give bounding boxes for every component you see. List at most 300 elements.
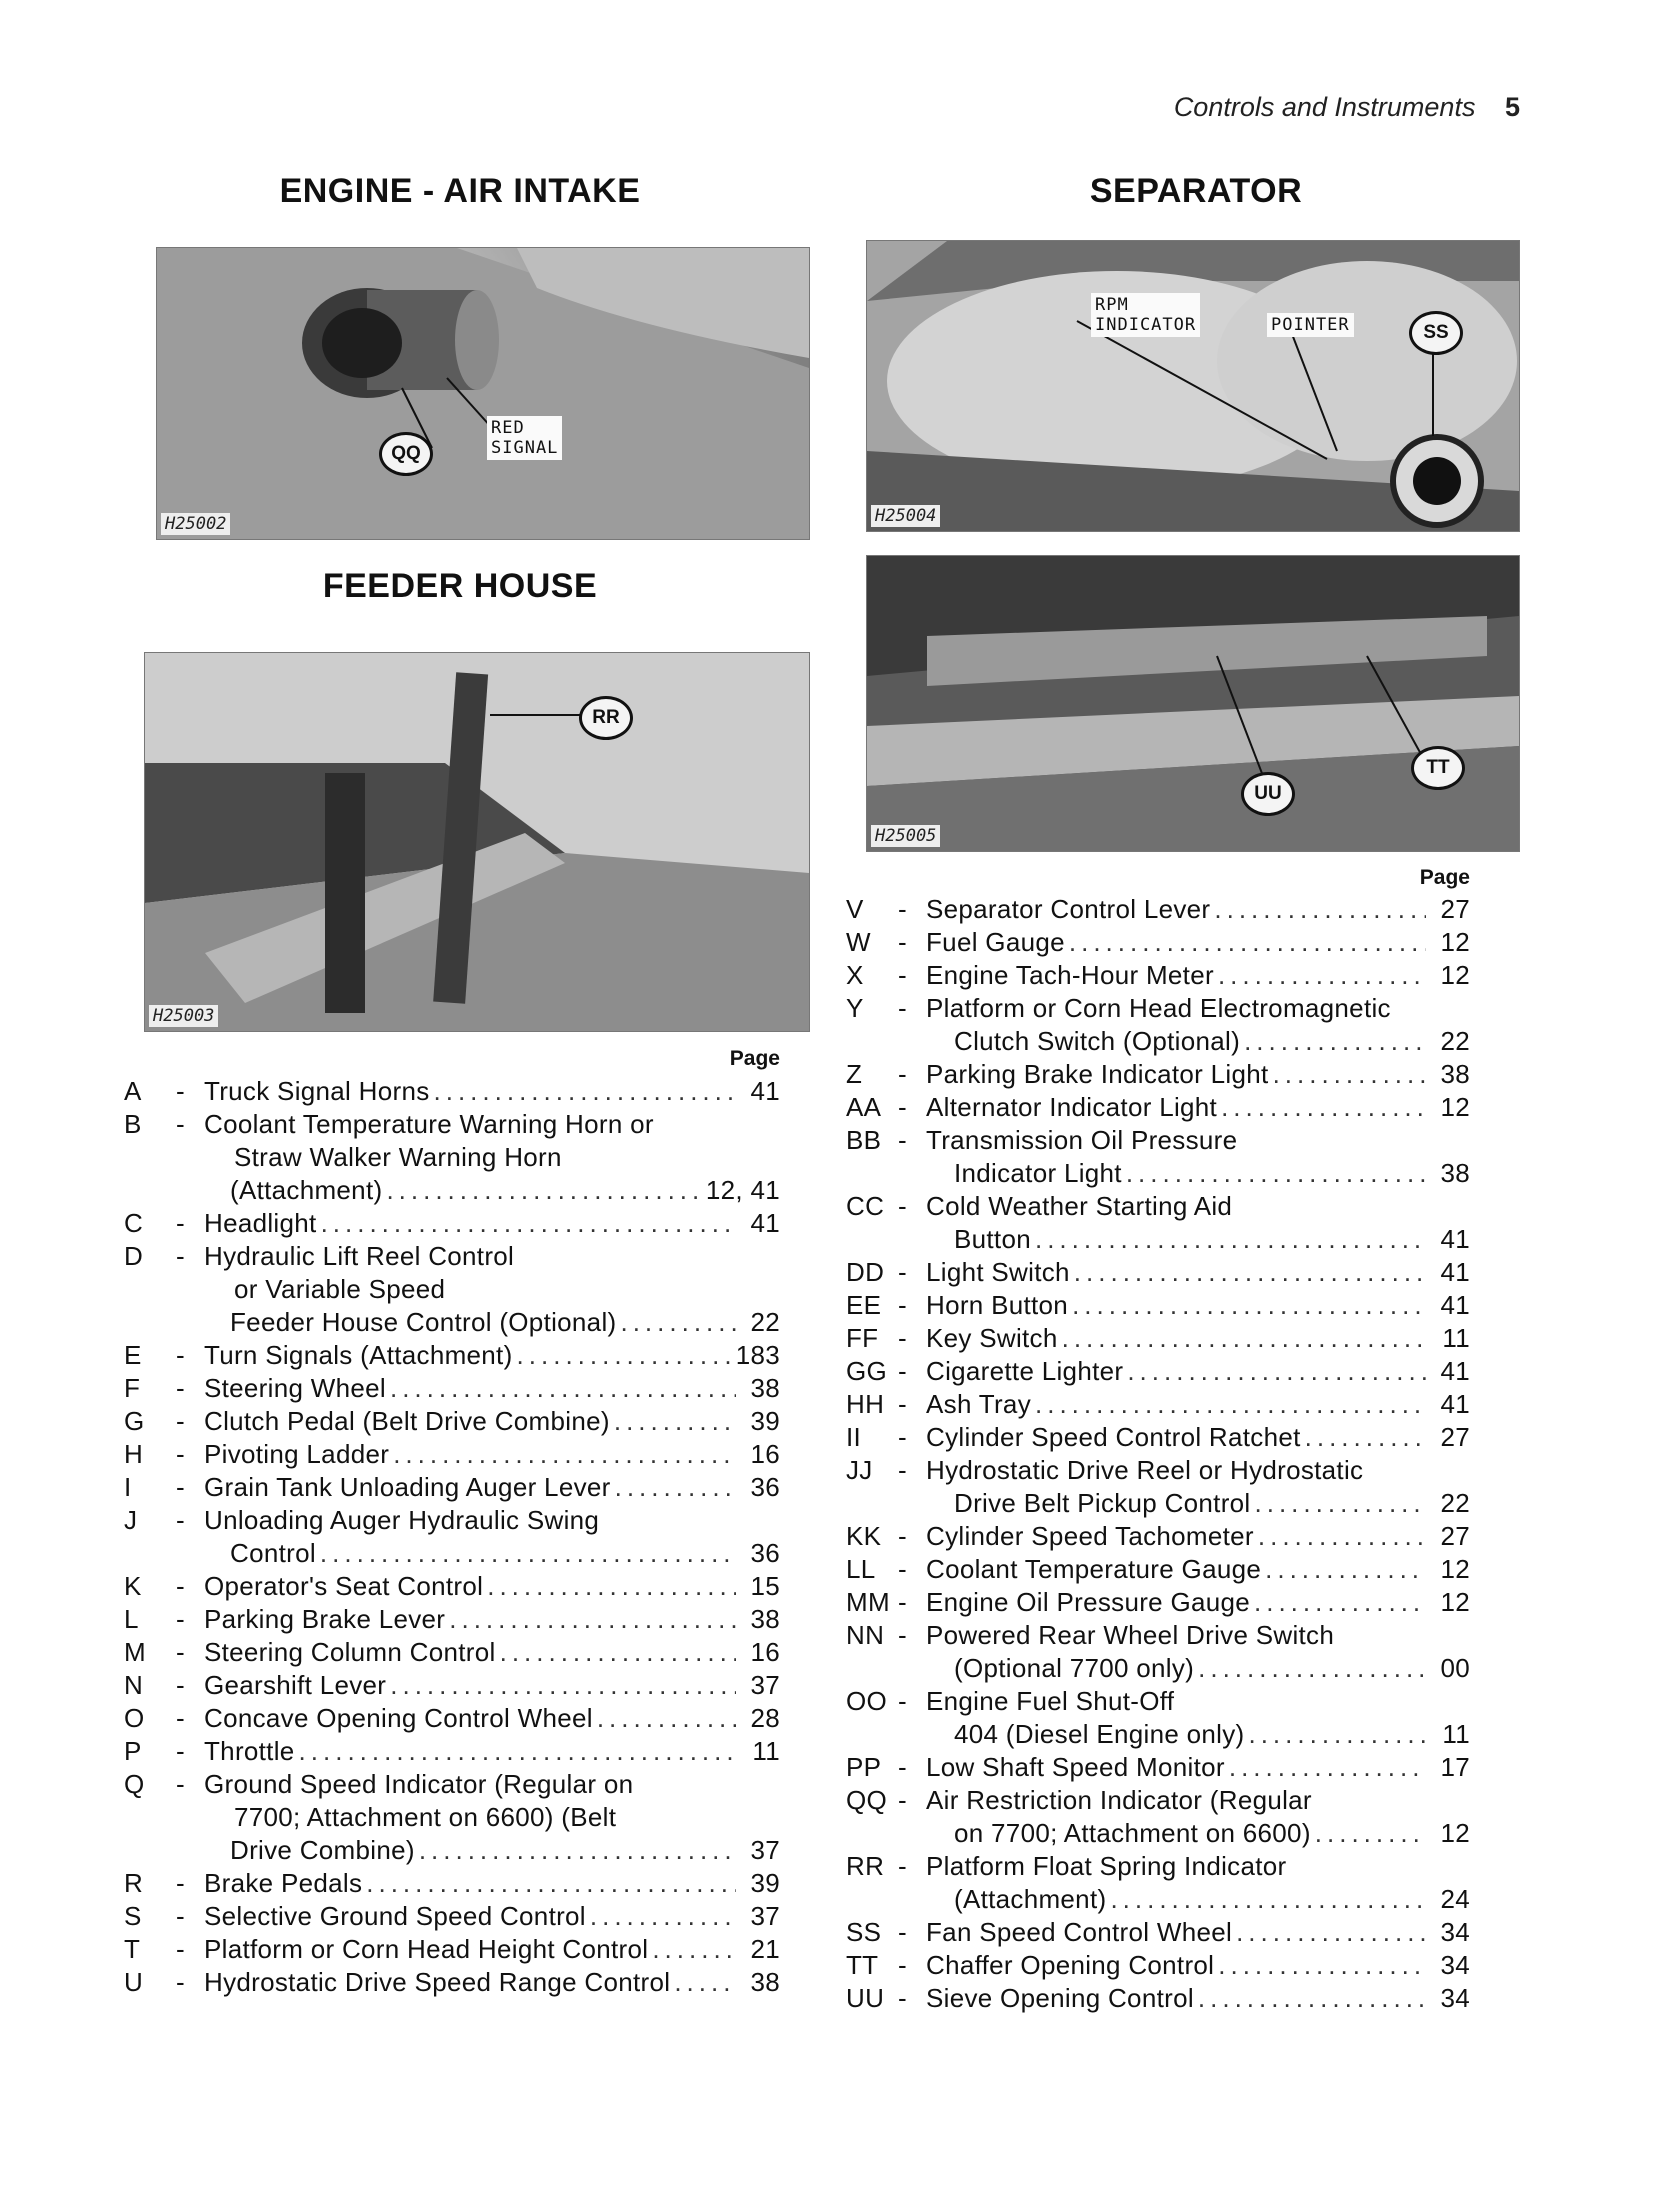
entry-dash: - (898, 993, 907, 1023)
leader-dots (1126, 1157, 1426, 1190)
photo-separator-rpm (866, 240, 1520, 532)
entry-page: 41 (1440, 1224, 1470, 1254)
entry-text: Cylinder Speed Control Ratchet (926, 1422, 1301, 1452)
callout-rr: RR (579, 696, 633, 740)
leader-dots (321, 1207, 736, 1240)
leader-dots (590, 1900, 736, 1933)
entry-text: Transmission Oil Pressure (926, 1125, 1238, 1155)
entry-code: GG (846, 1356, 888, 1386)
entry-dash: - (898, 1191, 907, 1221)
separator-rpm-illustration (867, 241, 1519, 531)
entry-dash: - (898, 1620, 907, 1650)
entry-code: W (846, 927, 871, 957)
index-entry (124, 1768, 780, 1867)
label-red: RED (491, 418, 525, 438)
entry-text: Low Shaft Speed Monitor (926, 1752, 1225, 1782)
entry-page: 34 (1440, 1917, 1470, 1947)
leader-dots (390, 1372, 736, 1405)
leader-dots (1315, 1817, 1426, 1850)
entry-page: 36 (750, 1538, 780, 1568)
entry-page: 12 (1440, 1587, 1470, 1617)
label-rpm: RPM (1095, 295, 1129, 315)
index-entry (124, 1207, 780, 1240)
entry-dash: - (176, 1340, 185, 1370)
leader-dots (652, 1933, 736, 1966)
index-entry (846, 1685, 1470, 1751)
leader-dots (1258, 1520, 1426, 1553)
label-indicator: INDICATOR (1095, 315, 1197, 335)
entry-page: 34 (1440, 1983, 1470, 2013)
separator-adjustments-illustration (867, 556, 1519, 851)
entry-dash: - (898, 1521, 907, 1551)
entry-dash: - (176, 1472, 185, 1502)
leader-dots (1074, 1256, 1426, 1289)
leader-dots (449, 1603, 736, 1636)
entry-text: Sieve Opening Control (926, 1983, 1194, 2013)
entry-text: Straw Walker Warning Horn (234, 1142, 562, 1172)
entry-code: TT (846, 1950, 879, 1980)
entry-page: 17 (1440, 1752, 1470, 1782)
running-header (1174, 92, 1520, 123)
entry-page: 15 (750, 1571, 780, 1601)
index-entry (846, 1091, 1470, 1124)
entry-page: 12 (1440, 1818, 1470, 1848)
entry-code: JJ (846, 1455, 873, 1485)
entry-dash: - (898, 1455, 907, 1485)
leader-dots (1198, 1652, 1426, 1685)
leader-dots (1265, 1553, 1426, 1586)
leader-dots (517, 1339, 732, 1372)
entry-page: 37 (750, 1835, 780, 1865)
entry-code: K (124, 1571, 142, 1601)
entry-text: Clutch Pedal (Belt Drive Combine) (204, 1406, 610, 1436)
index-entry (124, 1966, 780, 1999)
entry-text: Key Switch (926, 1323, 1058, 1353)
entry-text: Platform Float Spring Indicator (926, 1851, 1287, 1881)
entry-text: Engine Tach-Hour Meter (926, 960, 1214, 990)
entry-dash: - (176, 1736, 185, 1766)
entry-text: Pivoting Ladder (204, 1439, 390, 1469)
index-entry (124, 1603, 780, 1636)
entry-page: 183 (735, 1340, 780, 1370)
leader-dots (386, 1174, 701, 1207)
label-signal: SIGNAL (491, 438, 559, 458)
entry-dash: - (176, 1901, 185, 1931)
entry-code: B (124, 1109, 142, 1139)
entry-page: 34 (1440, 1950, 1470, 1980)
entry-text: 404 (Diesel Engine only) (954, 1719, 1245, 1749)
entry-text: Chaffer Opening Control (926, 1950, 1215, 1980)
entry-dash: - (898, 1752, 907, 1782)
entry-page: 41 (1440, 1290, 1470, 1320)
leader-dots (1254, 1586, 1426, 1619)
index-entry (124, 1108, 780, 1207)
leader-dots (1273, 1058, 1426, 1091)
entry-text: Engine Oil Pressure Gauge (926, 1587, 1251, 1617)
entry-dash: - (176, 1439, 185, 1469)
entry-code: II (846, 1422, 862, 1452)
leader-dots (620, 1306, 736, 1339)
photo-feeder-house (144, 652, 810, 1032)
entry-page: 11 (1442, 1323, 1470, 1353)
entry-page: 37 (750, 1670, 780, 1700)
entry-page: 41 (750, 1208, 780, 1238)
entry-code: CC (846, 1191, 885, 1221)
entry-text: Alternator Indicator Light (926, 1092, 1218, 1122)
entry-dash: - (898, 1257, 907, 1287)
leader-dots (597, 1702, 736, 1735)
entry-code: P (124, 1736, 142, 1766)
entry-dash: - (176, 1868, 185, 1898)
entry-dash: - (898, 960, 907, 990)
callout-uu: UU (1241, 772, 1295, 816)
callout-tt: TT (1411, 746, 1465, 790)
leader-dots (1255, 1487, 1427, 1520)
entry-dash: - (176, 1604, 185, 1634)
index-entry (846, 1586, 1470, 1619)
entry-dash: - (176, 1670, 185, 1700)
entry-page: 28 (750, 1703, 780, 1733)
callout-ss: SS (1409, 311, 1463, 355)
index-entry (124, 1438, 780, 1471)
entry-code: T (124, 1934, 141, 1964)
entry-dash: - (176, 1637, 185, 1667)
entry-dash: - (176, 1769, 185, 1799)
entry-text: (Attachment) (954, 1884, 1107, 1914)
leader-dots (615, 1471, 736, 1504)
entry-code: Z (846, 1059, 863, 1089)
entry-text: Operator's Seat Control (204, 1571, 484, 1601)
index-entry (846, 1520, 1470, 1553)
index-entry (846, 959, 1470, 992)
index-entry (846, 926, 1470, 959)
entry-text: Steering Wheel (204, 1373, 386, 1403)
entry-code: PP (846, 1752, 882, 1782)
leader-dots (1062, 1322, 1426, 1355)
index-entry (124, 1570, 780, 1603)
right-index-list (846, 893, 1470, 2015)
entry-page: 22 (1440, 1488, 1470, 1518)
leader-dots (1305, 1421, 1426, 1454)
entry-page: 24 (1440, 1884, 1470, 1914)
entry-code: NN (846, 1620, 885, 1650)
entry-code: BB (846, 1125, 882, 1155)
leader-dots (614, 1405, 736, 1438)
entry-dash: - (898, 1290, 907, 1320)
entry-dash: - (176, 1967, 185, 1997)
leader-dots (1035, 1388, 1426, 1421)
entry-code: X (846, 960, 864, 990)
entry-code: E (124, 1340, 142, 1370)
right-page-column-header: Page (1419, 866, 1470, 889)
entry-dash: - (898, 1785, 907, 1815)
entry-dash: - (176, 1703, 185, 1733)
entry-text: Platform or Corn Head Height Control (204, 1934, 649, 1964)
photo-code-h25005: H25005 (871, 825, 940, 847)
entry-code: Q (124, 1769, 145, 1799)
index-entry (124, 1867, 780, 1900)
entry-dash: - (898, 1686, 907, 1716)
entry-text: Engine Fuel Shut-Off (926, 1686, 1175, 1716)
entry-text: Fan Speed Control Wheel (926, 1917, 1233, 1947)
leader-dots (1214, 893, 1426, 926)
leader-dots (393, 1438, 736, 1471)
entry-code: M (124, 1637, 146, 1667)
entry-page: 22 (750, 1307, 780, 1337)
index-entry (124, 1372, 780, 1405)
entry-dash: - (176, 1406, 185, 1436)
entry-text: Air Restriction Indicator (Regular (926, 1785, 1312, 1815)
entry-page: 16 (750, 1439, 780, 1469)
entry-text: (Attachment) (230, 1175, 383, 1205)
index-entry (846, 1256, 1470, 1289)
entry-text: Turn Signals (Attachment) (204, 1340, 513, 1370)
section-title-engine-air-intake: ENGINE - AIR INTAKE (279, 172, 641, 210)
index-entry (846, 1850, 1470, 1916)
index-entry (124, 1636, 780, 1669)
entry-code: N (124, 1670, 144, 1700)
entry-dash: - (176, 1208, 185, 1238)
index-entry (124, 1339, 780, 1372)
entry-code: D (124, 1241, 144, 1271)
entry-dash: - (176, 1373, 185, 1403)
entry-page: 41 (750, 1076, 780, 1106)
entry-page: 39 (750, 1868, 780, 1898)
entry-dash: - (898, 1092, 907, 1122)
entry-page: 12 (1440, 1092, 1470, 1122)
entry-page: 16 (750, 1637, 780, 1667)
entry-text: Fuel Gauge (926, 927, 1065, 957)
entry-code: C (124, 1208, 144, 1238)
leader-dots (434, 1075, 736, 1108)
entry-dash: - (898, 894, 907, 924)
leader-dots (320, 1537, 736, 1570)
photo-separator-adjustments (866, 555, 1520, 852)
entry-text: Truck Signal Horns (204, 1076, 430, 1106)
entry-text: Parking Brake Lever (204, 1604, 446, 1634)
entry-code: LL (846, 1554, 876, 1584)
entry-dash: - (898, 1059, 907, 1089)
entry-page: 12 (1440, 1554, 1470, 1584)
entry-page: 22 (1440, 1026, 1470, 1056)
entry-page: 38 (750, 1604, 780, 1634)
entry-text: Control (230, 1538, 316, 1568)
entry-text: Brake Pedals (204, 1868, 363, 1898)
entry-text: Parking Brake Indicator Light (926, 1059, 1269, 1089)
leader-dots (674, 1966, 736, 1999)
entry-page: 21 (750, 1934, 780, 1964)
entry-text: Button (954, 1224, 1031, 1254)
page-number: 5 (1504, 92, 1520, 122)
entry-dash: - (898, 1851, 907, 1881)
section-title-separator: SEPARATOR (1089, 172, 1303, 210)
leader-dots (366, 1867, 736, 1900)
entry-dash: - (898, 927, 907, 957)
index-entry (124, 1504, 780, 1570)
entry-text: Coolant Temperature Gauge (926, 1554, 1262, 1584)
entry-text: Throttle (204, 1736, 295, 1766)
entry-text: Cold Weather Starting Aid (926, 1191, 1233, 1221)
entry-code: MM (846, 1587, 890, 1617)
index-entry (846, 1289, 1470, 1322)
entry-dash: - (176, 1076, 185, 1106)
index-entry (124, 1471, 780, 1504)
entry-text: Selective Ground Speed Control (204, 1901, 586, 1931)
photo-code-h25004: H25004 (871, 505, 940, 527)
index-entry (846, 1619, 1470, 1685)
leader-dots (1069, 926, 1426, 959)
entry-text: Grain Tank Unloading Auger Lever (204, 1472, 611, 1502)
callout-qq: QQ (379, 432, 433, 476)
index-entry (124, 1240, 780, 1339)
entry-text: Hydrostatic Drive Reel or Hydrostatic (926, 1455, 1364, 1485)
entry-text: Hydrostatic Drive Speed Range Control (204, 1967, 671, 1997)
leader-dots (1248, 1718, 1426, 1751)
entry-code: KK (846, 1521, 882, 1551)
entry-text: or Variable Speed (234, 1274, 446, 1304)
entry-page: 41 (1440, 1389, 1470, 1419)
entry-page: 38 (1440, 1059, 1470, 1089)
entry-text: Headlight (204, 1208, 317, 1238)
entry-code: DD (846, 1257, 885, 1287)
running-header-title: Controls and Instruments (1173, 92, 1476, 122)
index-entry (846, 1454, 1470, 1520)
index-entry (846, 1751, 1470, 1784)
entry-page: 38 (750, 1373, 780, 1403)
label-rpm-indicator (1091, 293, 1200, 337)
index-entry (846, 992, 1470, 1058)
entry-dash: - (898, 1587, 907, 1617)
leader-dots (1218, 1949, 1426, 1982)
section-title-feeder-house: FEEDER HOUSE (322, 567, 598, 605)
entry-page: 11 (1442, 1719, 1470, 1749)
entry-code: V (846, 894, 864, 924)
entry-dash: - (898, 1917, 907, 1947)
index-entry (124, 1075, 780, 1108)
entry-text: (Optional 7700 only) (954, 1653, 1195, 1683)
photo-code-h25003: H25003 (149, 1005, 218, 1027)
entry-text: Feeder House Control (Optional) (230, 1307, 617, 1337)
entry-dash: - (176, 1571, 185, 1601)
entry-text: Powered Rear Wheel Drive Switch (926, 1620, 1335, 1650)
entry-page: 27 (1440, 1422, 1470, 1452)
entry-page: 27 (1440, 1521, 1470, 1551)
leader-dots (1110, 1883, 1426, 1916)
index-entry (846, 1388, 1470, 1421)
leader-dots (500, 1636, 736, 1669)
entry-text: Platform or Corn Head Electromagnetic (926, 993, 1391, 1023)
entry-dash: - (898, 1356, 907, 1386)
entry-text: Concave Opening Control Wheel (204, 1703, 593, 1733)
entry-dash: - (176, 1109, 185, 1139)
entry-code: AA (846, 1092, 882, 1122)
entry-text: Clutch Switch (Optional) (954, 1026, 1241, 1056)
label-pointer: POINTER (1267, 313, 1354, 337)
index-entry (846, 1784, 1470, 1850)
entry-text: Coolant Temperature Warning Horn or (204, 1109, 654, 1139)
entry-code: HH (846, 1389, 885, 1419)
entry-text: Hydraulic Lift Reel Control (204, 1241, 515, 1271)
entry-text: Separator Control Lever (926, 894, 1211, 924)
index-entry (124, 1735, 780, 1768)
index-entry (846, 1322, 1470, 1355)
leader-dots (1127, 1355, 1426, 1388)
entry-dash: - (176, 1934, 185, 1964)
entry-text: Drive Combine) (230, 1835, 415, 1865)
entry-code: RR (846, 1851, 885, 1881)
entry-code: U (124, 1967, 144, 1997)
entry-text: Drive Belt Pickup Control (954, 1488, 1251, 1518)
leader-dots (419, 1834, 736, 1867)
entry-text: on 7700; Attachment on 6600) (954, 1818, 1311, 1848)
entry-dash: - (176, 1241, 185, 1271)
entry-page: 41 (1440, 1257, 1470, 1287)
index-entry (846, 1190, 1470, 1256)
entry-text: Ground Speed Indicator (Regular on (204, 1769, 634, 1799)
leader-dots (1198, 1982, 1426, 2015)
entry-page: 00 (1440, 1653, 1470, 1683)
leader-dots (299, 1735, 736, 1768)
entry-code: F (124, 1373, 141, 1403)
index-entry (124, 1900, 780, 1933)
index-entry (846, 1124, 1470, 1190)
index-entry (846, 1949, 1470, 1982)
entry-text: Unloading Auger Hydraulic Swing (204, 1505, 600, 1535)
index-entry (846, 893, 1470, 926)
leader-dots (1221, 1091, 1426, 1124)
leader-dots (1244, 1025, 1426, 1058)
entry-code: QQ (846, 1785, 888, 1815)
index-entry (846, 1058, 1470, 1091)
entry-code: Y (846, 993, 864, 1023)
entry-text: Light Switch (926, 1257, 1070, 1287)
entry-code: OO (846, 1686, 888, 1716)
label-red-signal (487, 416, 562, 460)
entry-code: G (124, 1406, 145, 1436)
entry-page: 38 (750, 1967, 780, 1997)
entry-text: Indicator Light (954, 1158, 1122, 1188)
leader-dots (1035, 1223, 1426, 1256)
entry-code: UU (846, 1983, 885, 2013)
index-entry (846, 1355, 1470, 1388)
photo-code-h25002: H25002 (161, 513, 230, 535)
entry-dash: - (898, 1983, 907, 2013)
leader-dots (1218, 959, 1426, 992)
entry-dash: - (898, 1422, 907, 1452)
entry-text: Cylinder Speed Tachometer (926, 1521, 1254, 1551)
feeder-house-illustration (145, 653, 809, 1031)
entry-dash: - (898, 1389, 907, 1419)
entry-text: Ash Tray (926, 1389, 1031, 1419)
entry-text: Cigarette Lighter (926, 1356, 1124, 1386)
leader-dots (1236, 1916, 1426, 1949)
entry-code: EE (846, 1290, 882, 1320)
entry-page: 27 (1440, 894, 1470, 924)
entry-dash: - (898, 1125, 907, 1155)
entry-page: 41 (1440, 1356, 1470, 1386)
entry-code: R (124, 1868, 144, 1898)
index-entry (846, 1982, 1470, 2015)
entry-page: 36 (750, 1472, 780, 1502)
index-entry (124, 1669, 780, 1702)
entry-text: Horn Button (926, 1290, 1069, 1320)
entry-code: FF (846, 1323, 879, 1353)
entry-page: 37 (750, 1901, 780, 1931)
entry-text: Gearshift Lever (204, 1670, 387, 1700)
index-entry (124, 1702, 780, 1735)
entry-code: L (124, 1604, 139, 1634)
entry-dash: - (898, 1323, 907, 1353)
